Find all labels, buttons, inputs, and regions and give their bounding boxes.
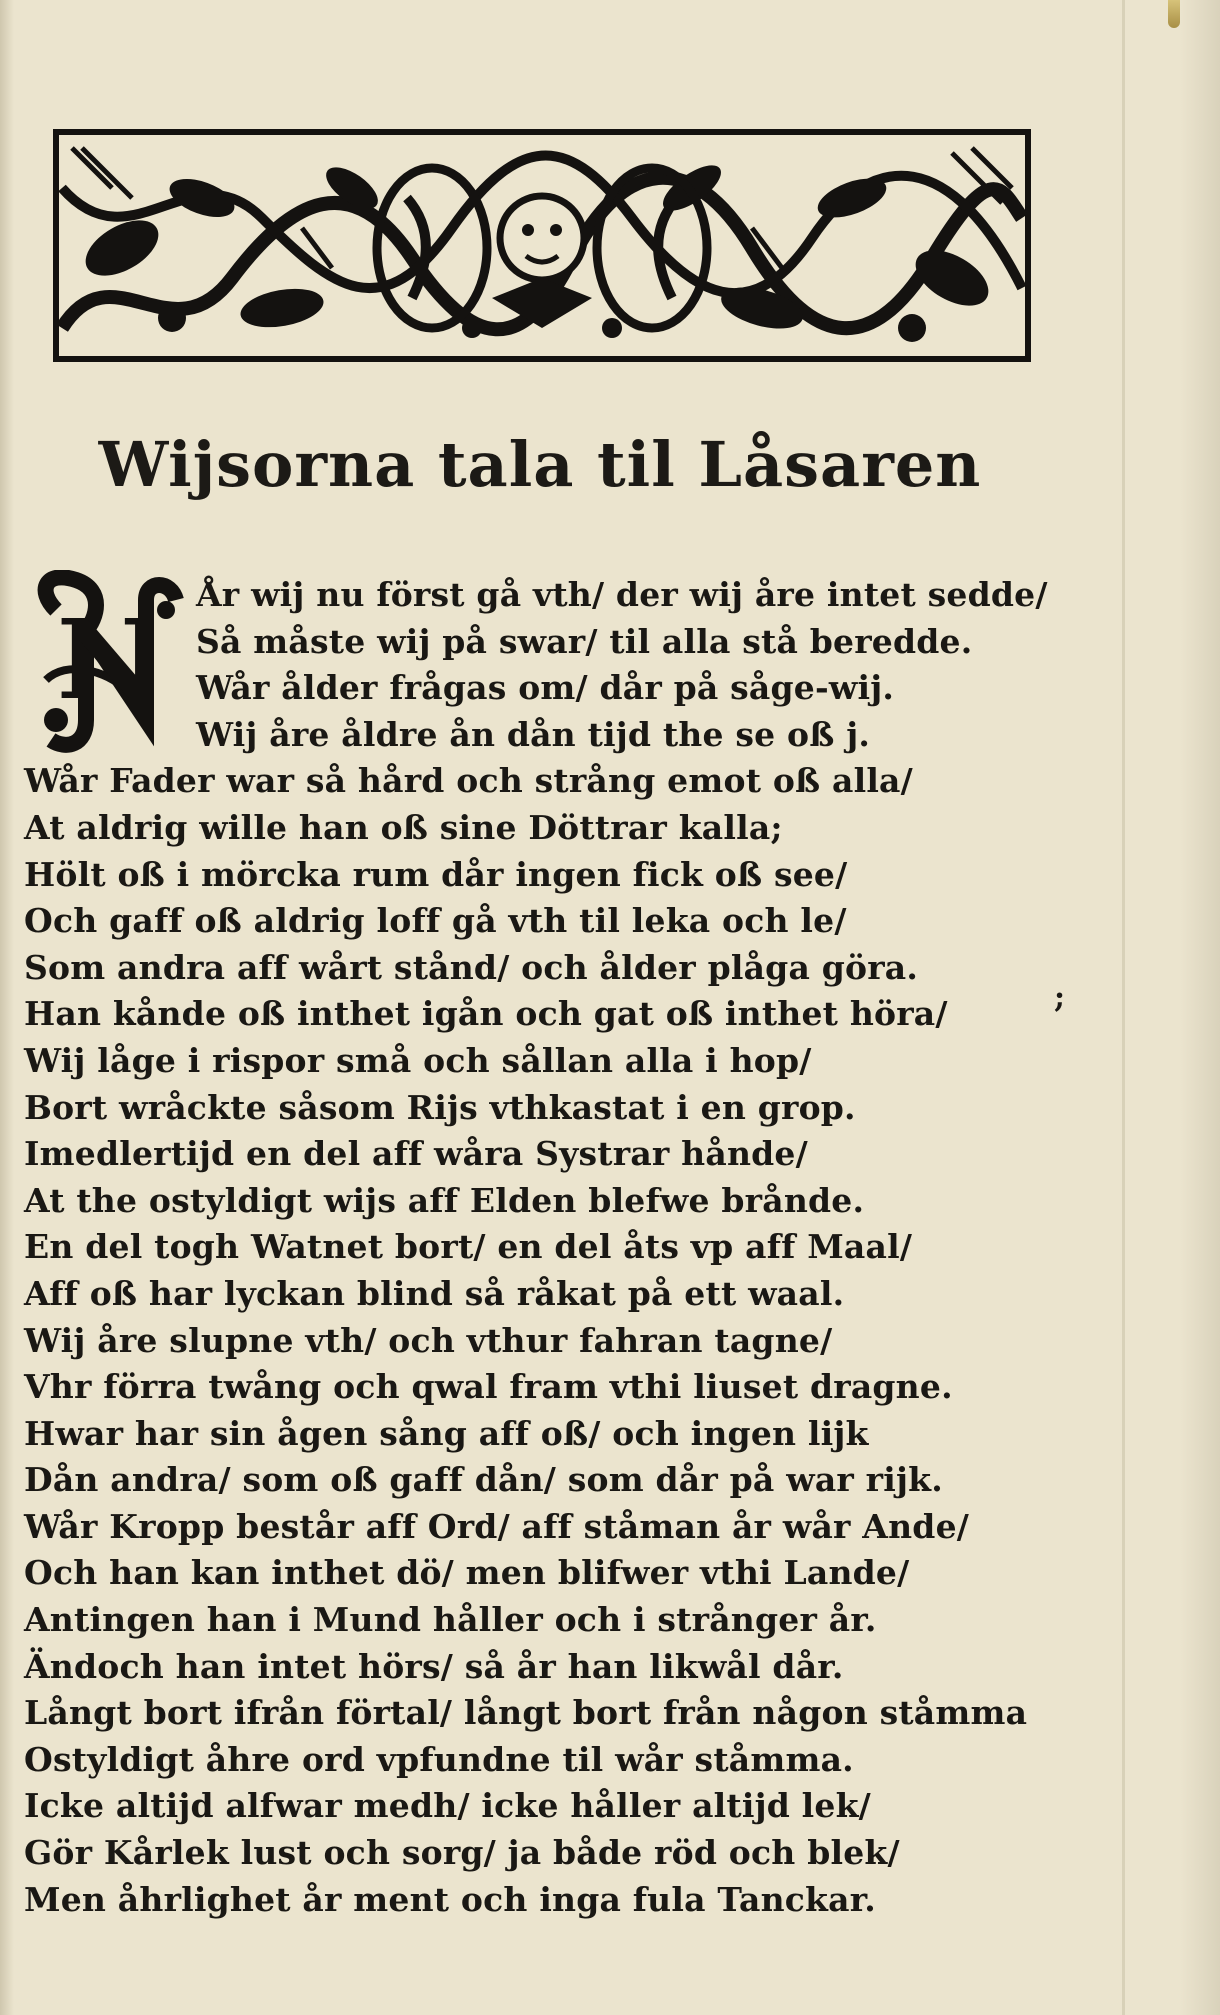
verse-line: Men åhrlighet år ment och inga fula Tanckar. bbox=[24, 1879, 876, 1919]
verse-line: Han kånde oß inthet igån och gat oß inthet höra/ bbox=[24, 994, 948, 1034]
verse-line: Wij åre slupne vth/ och vthur fahran tagne/ bbox=[24, 1320, 833, 1360]
verse-line: En del togh Watnet bort/ en del åts vp aff Maal/ bbox=[24, 1227, 913, 1267]
verse-line: Dån andra/ som oß gaff dån/ som dår på war rijk. bbox=[24, 1460, 943, 1500]
verse-line: Bort wråckte såsom Rijs vthkastat i en grop. bbox=[24, 1087, 856, 1127]
verse-line: Hwar har sin ågen sång aff oß/ och ingen lijk bbox=[24, 1413, 869, 1453]
verse-line: Aff oß har lyckan blind så råkat på ett waal. bbox=[24, 1273, 845, 1313]
verse-line: Och han kan inthet dö/ men blifwer vthi Lande/ bbox=[24, 1553, 910, 1593]
verse-line: Antingen han i Mund håller och i strånger år. bbox=[24, 1600, 877, 1640]
decorative-headpiece bbox=[52, 128, 1032, 363]
verse-line: Wår Fader war så hård och strång emot oß alla/ bbox=[24, 761, 913, 801]
verse-line: Wij låge i rispor små och sållan alla i hop/ bbox=[24, 1040, 812, 1080]
verse-line: Icke altijd alfwar medh/ icke håller altijd lek/ bbox=[24, 1786, 871, 1826]
verse-line: Så måste wij på swar/ til alla stå beredde. bbox=[196, 621, 973, 661]
page-edge-right bbox=[1180, 0, 1220, 2015]
margin-mark: ; bbox=[1054, 980, 1066, 1015]
pin-icon bbox=[1168, 0, 1180, 28]
verse-line: Hölt oß i mörcka rum dår ingen fick oß see/ bbox=[24, 854, 848, 894]
verse-line: År wij nu först gå vth/ der wij åre intet sedde/ bbox=[196, 575, 1048, 614]
verse-line: Ändoch han intet hörs/ så år han likwål dår. bbox=[24, 1646, 844, 1686]
verse-line: Imedlertijd en del aff wåra Systrar hånde/ bbox=[24, 1134, 808, 1174]
binding-shadow bbox=[1122, 0, 1125, 2015]
drop-capital-letter: N bbox=[56, 595, 158, 724]
verse-line: Som andra aff wårt stånd/ och ålder plåga göra. bbox=[24, 947, 919, 987]
verse-line: Ostyldigt åhre ord vpfundne til wår ståmma. bbox=[24, 1739, 854, 1779]
page-title: Wijsorna tala til Låsaren bbox=[98, 428, 982, 501]
verse-line: Wår ålder frågas om/ dår på såge-wij. bbox=[196, 668, 895, 708]
verse-line: At the ostyldigt wijs aff Elden blefwe brånde. bbox=[24, 1180, 865, 1220]
verse-line: At aldrig wille han oß sine Döttrar kalla; bbox=[24, 807, 783, 847]
page-edge-left bbox=[0, 0, 14, 2015]
verse-line: Långt bort ifrån förtal/ långt bort från någon ståmma bbox=[24, 1693, 1028, 1733]
verse-line: Och gaff oß aldrig loff gå vth til leka och le/ bbox=[24, 901, 847, 941]
verse-line: Wij åre åldre ån dån tijd the se oß j. bbox=[196, 714, 871, 754]
headpiece-ornament-icon bbox=[52, 128, 1032, 363]
verse-line: Gör Kårlek lust och sorg/ ja både röd och blek/ bbox=[24, 1833, 900, 1873]
verse-line: Wår Kropp består aff Ord/ aff ståman år wår Ande/ bbox=[24, 1506, 970, 1546]
verse-text bbox=[24, 572, 1064, 1923]
verse-line: Vhr förra twång och qwal fram vthi liuset dragne. bbox=[24, 1367, 953, 1407]
